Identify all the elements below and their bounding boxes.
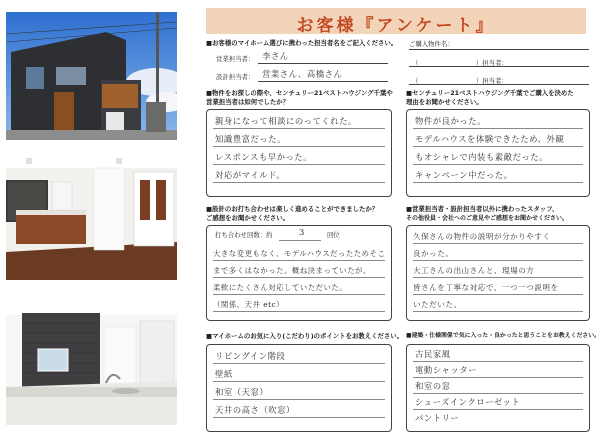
- answer-1-box: [206, 109, 392, 197]
- tanto-underline-2: [409, 84, 589, 85]
- answer-5-line-2: 壁紙: [215, 369, 233, 379]
- living-room-photo: [6, 152, 177, 280]
- answer-4-line-5: いただいた。: [413, 300, 462, 309]
- answer-6-line-1: 古民家風: [415, 349, 451, 359]
- survey-title: お客様『アンケート』: [296, 16, 496, 36]
- meeting-count-label: 打ち合わせ回数：約: [215, 231, 273, 239]
- answer-5-box: [206, 344, 392, 432]
- answer-5-line-4: 天井の高さ（吹窓）: [215, 405, 295, 415]
- question-3-line-1: ■設計のお打ち合わせは楽しく進めることができましたか？: [206, 205, 379, 213]
- answer-2-line-1: 物件が良かった。: [415, 116, 486, 126]
- design-label: 設計担当者：: [216, 73, 255, 81]
- design-underline: [258, 81, 388, 82]
- answer-4-line-4: 皆さんを丁寧な対応で、一つ一つ説明を: [413, 283, 559, 292]
- question-3-line-2: ご感想をお聞かせください。: [206, 214, 290, 222]
- answer-3-line-4: （関係、天井 etc）: [213, 300, 285, 309]
- meeting-count-value: 3: [299, 227, 305, 237]
- question-2-line-2: 理由をお聞かせください。: [406, 98, 483, 106]
- sales-question: ■お客様のマイホーム選びに携わった担当者名をご記入ください。: [206, 39, 398, 47]
- survey-title-banner: [206, 8, 586, 34]
- answer-6-line-2: 電動シャッター: [415, 365, 477, 375]
- answer-2-box: [406, 109, 590, 197]
- answer-3-line-2: まで多くはなかった。概ね決まっていたが、: [213, 266, 371, 275]
- tanto-underline-1: [409, 66, 589, 67]
- answer-6-line-3: 和室の窓: [415, 381, 451, 391]
- answer-3-line-3: 柔軟にたくさん対応していただいた。: [213, 283, 348, 292]
- question-4-line-1: ■営業担当者・設計担当者以外に携わったスタッフ、: [406, 205, 559, 213]
- answer-4-line-2: 良かった。: [413, 249, 454, 258]
- question-1-line-2: 営業担当者は如何でしたか？: [206, 98, 290, 106]
- question-5: ■マイホームのお気に入り(こだわり)のポイントをお教えください。: [206, 332, 404, 340]
- sales-underline: [258, 63, 388, 64]
- answer-4-line-3: 大工さんの出山さんと、現場の方: [413, 266, 535, 275]
- answer-4-box: [406, 225, 590, 321]
- question-2-line-1: ■センチュリー21ベストハウジング千葉でご購入を決めた: [406, 89, 574, 97]
- answer-5-line-3: 和室（天窓）: [215, 387, 269, 397]
- answer-2-line-2: モデルハウスを体験できたため、外観: [415, 134, 565, 144]
- answer-3-line-1: 大きな変更もなく、モデルハウスだったためそこ: [213, 249, 386, 258]
- answer-2-line-3: もオシャレで内装も素敵だった。: [415, 152, 548, 162]
- answer-4-line-1: 久保さんの物件の説明が分かりやすく: [413, 232, 551, 241]
- answer-3-box: [206, 225, 392, 321]
- house-exterior-photo: [6, 12, 177, 140]
- question-1-line-1: ■物件をお探しの際や、センチュリー21ベストハウジング千葉や: [206, 89, 393, 97]
- answer-6-line-5: パントリー: [415, 413, 460, 423]
- design-value: 営業さん、高橋さん: [262, 69, 343, 79]
- kitchen-photo: [6, 297, 177, 425]
- answer-2-line-4: キャンペーン中だった。: [415, 170, 513, 180]
- answer-1-line-1: 親身になって相談にのってくれた。: [215, 116, 357, 126]
- tanto-line-2: （ ）担当者：: [412, 77, 508, 85]
- answer-1-line-4: 対応がマイルド。: [215, 170, 286, 180]
- answer-1-line-2: 知識豊富だった。: [215, 134, 286, 144]
- sales-label: 営業担当者：: [216, 55, 255, 63]
- meeting-count-unit: 回位: [327, 231, 340, 239]
- property-label: ご購入物件名：: [409, 40, 454, 48]
- answer-6-line-4: シューズインクローゼット: [415, 397, 521, 407]
- answer-5-line-1: リビングイン階段: [215, 351, 286, 361]
- tanto-line-1: （ ）担当者：: [412, 59, 508, 67]
- property-underline: [409, 49, 589, 50]
- question-4-line-2: その他役員・会社へのご意見やご感想をお聞かせください。: [406, 215, 569, 222]
- answer-6-box: [406, 344, 590, 432]
- sales-value: 李さん: [262, 51, 289, 61]
- question-6: ■建築・仕様関係で気に入った・良かったと思うことをお教えください。: [406, 333, 600, 339]
- answer-1-line-3: レスポンスも早かった。: [215, 152, 313, 162]
